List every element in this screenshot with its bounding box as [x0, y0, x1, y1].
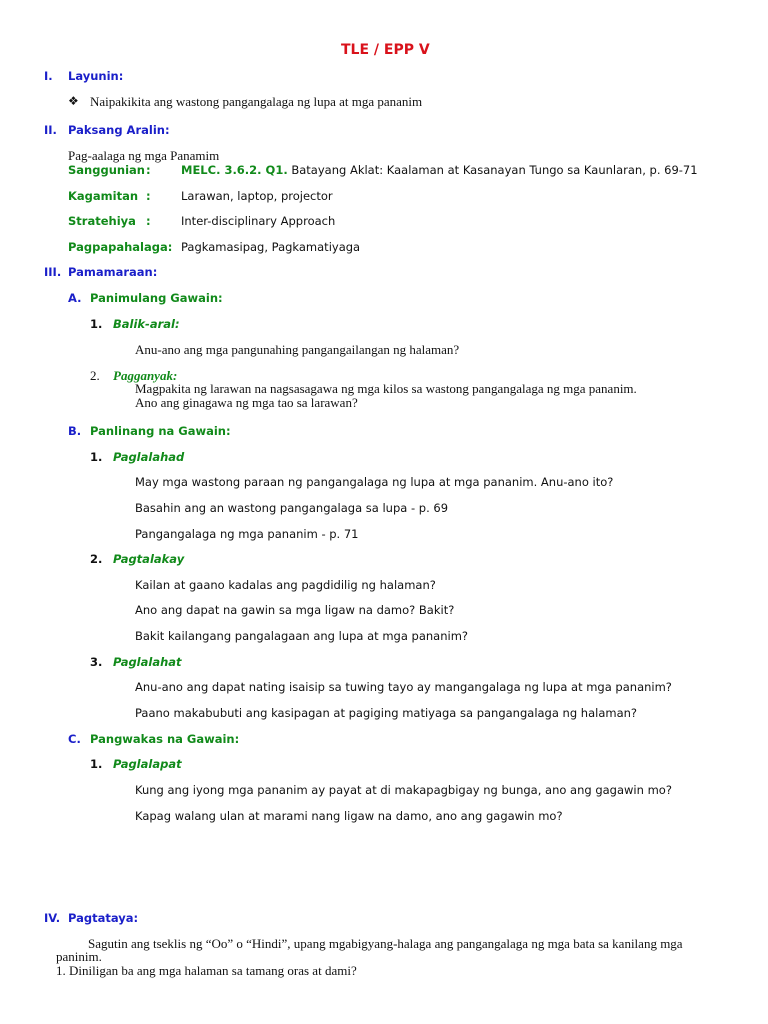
subsection-c-letter: C.: [68, 732, 81, 746]
subsection-b-heading: Panlinang na Gawain:: [90, 424, 231, 438]
section-2-number: II.: [44, 123, 57, 137]
item-number: 2.: [90, 368, 100, 383]
section-3-number: III.: [44, 265, 62, 279]
colon: :: [146, 214, 151, 228]
section-1-number: I.: [44, 69, 53, 83]
subsection-b-letter: B.: [68, 424, 82, 438]
assessment-instruction: Sagutin ang tseklis ng “Oo” o “Hindi”, upang mgabigyang-halaga ang pangangalaga ng mga bata sa kanilang mga: [88, 936, 683, 951]
paglalahad-line: May mga wastong paraan ng pangangalaga ng lupa at mga pananim. Anu-ano ito?: [135, 475, 614, 489]
item-number: 3.: [90, 655, 103, 669]
section-3-heading: Pamamaraan:: [68, 265, 158, 279]
colon: :: [146, 189, 151, 203]
paglalahat-title: Paglalahat: [113, 655, 182, 669]
paglalahad-title: Paglalahad: [113, 450, 185, 464]
pagtalakay-line: Ano ang dapat na gawin sa mga ligaw na damo? Bakit?: [135, 603, 455, 617]
balik-aral-title: Balik-aral:: [113, 317, 180, 331]
subsection-a-heading: Panimulang Gawain:: [90, 291, 223, 305]
label-sanggunian: Sanggunian: [68, 163, 145, 177]
paglalahad-line: Basahin ang an wastong pangangalaga sa lupa - p. 69: [135, 501, 449, 515]
value-kagamitan: Larawan, laptop, projector: [181, 189, 333, 203]
objective-text: Naipakikita ang wastong pangangalaga ng lupa at mga pananim: [90, 94, 423, 109]
paglalapat-line: Kung ang iyong mga pananim ay payat at di makapagbigay ng bunga, ano ang gagawin mo?: [135, 783, 672, 797]
subsection-a-letter: A.: [68, 291, 82, 305]
pagtalakay-title: Pagtalakay: [113, 552, 185, 566]
pagganyak-line: Ano ang ginagawa ng mga tao sa larawan?: [135, 395, 358, 410]
section-4-number: IV.: [44, 911, 61, 925]
assessment-instruction-cont: paninim.: [56, 949, 102, 964]
pagtalakay-line: Bakit kailangang pangalagaan ang lupa at mga pananim?: [135, 629, 469, 643]
paglalahat-line: Anu-ano ang dapat nating isaisip sa tuwing tayo ay mangangalaga ng lupa at mga pananim?: [135, 680, 672, 694]
label-stratehiya: Stratehiya: [68, 214, 136, 228]
melc-reference: MELC. 3.6.2. Q1.: [181, 163, 288, 177]
paglalahad-line: Pangangalaga ng mga pananim - p. 71: [135, 527, 359, 541]
paglalahat-line: Paano makabubuti ang kasipagan at pagiging matiyaga sa pangangalaga ng halaman?: [135, 706, 638, 720]
value-sanggunian: [181, 163, 698, 177]
section-2-heading: Paksang Aralin:: [68, 123, 170, 137]
value-pagpapahalaga: Pagkamasipag, Pagkamatiyaga: [181, 240, 361, 254]
paglalapat-title: Paglalapat: [113, 757, 182, 771]
paglalapat-line: Kapag walang ulan at marami nang ligaw na damo, ano ang gagawin mo?: [135, 809, 563, 823]
section-1-heading: Layunin:: [68, 69, 124, 83]
pagganyak-title: Pagganyak:: [113, 368, 178, 383]
label-pagpapahalaga: Pagpapahalaga:: [68, 240, 173, 254]
colon: :: [146, 163, 151, 177]
balik-aral-question: Anu-ano ang mga pangunahing pangangailangan ng halaman?: [135, 342, 460, 357]
reference-text: Batayang Aklat: Kaalaman at Kasanayan Tungo sa Kaunlaran, p. 69-71: [287, 163, 698, 177]
page-title: TLE / EPP V: [341, 42, 430, 58]
label-kagamitan: Kagamitan: [68, 189, 139, 203]
pagtalakay-line: Kailan at gaano kadalas ang pagdidilig ng halaman?: [135, 578, 436, 592]
topic-text: Pag-aalaga ng mga Panamim: [68, 148, 220, 163]
item-number: 1.: [90, 757, 103, 771]
pagganyak-line: Magpakita ng larawan na nagsasagawa ng mga kilos sa wastong pangangalaga ng mga pananim.: [135, 381, 637, 396]
item-number: 1.: [90, 450, 103, 464]
section-4-heading: Pagtataya:: [68, 911, 139, 925]
item-number: 2.: [90, 552, 103, 566]
assessment-question: 1. Diniligan ba ang mga halaman sa tamang oras at dami?: [56, 963, 357, 978]
diamond-bullet-icon: ❖: [68, 94, 79, 108]
subsection-c-heading: Pangwakas na Gawain:: [90, 732, 240, 746]
value-stratehiya: Inter-disciplinary Approach: [181, 214, 336, 228]
item-number: 1.: [90, 317, 103, 331]
